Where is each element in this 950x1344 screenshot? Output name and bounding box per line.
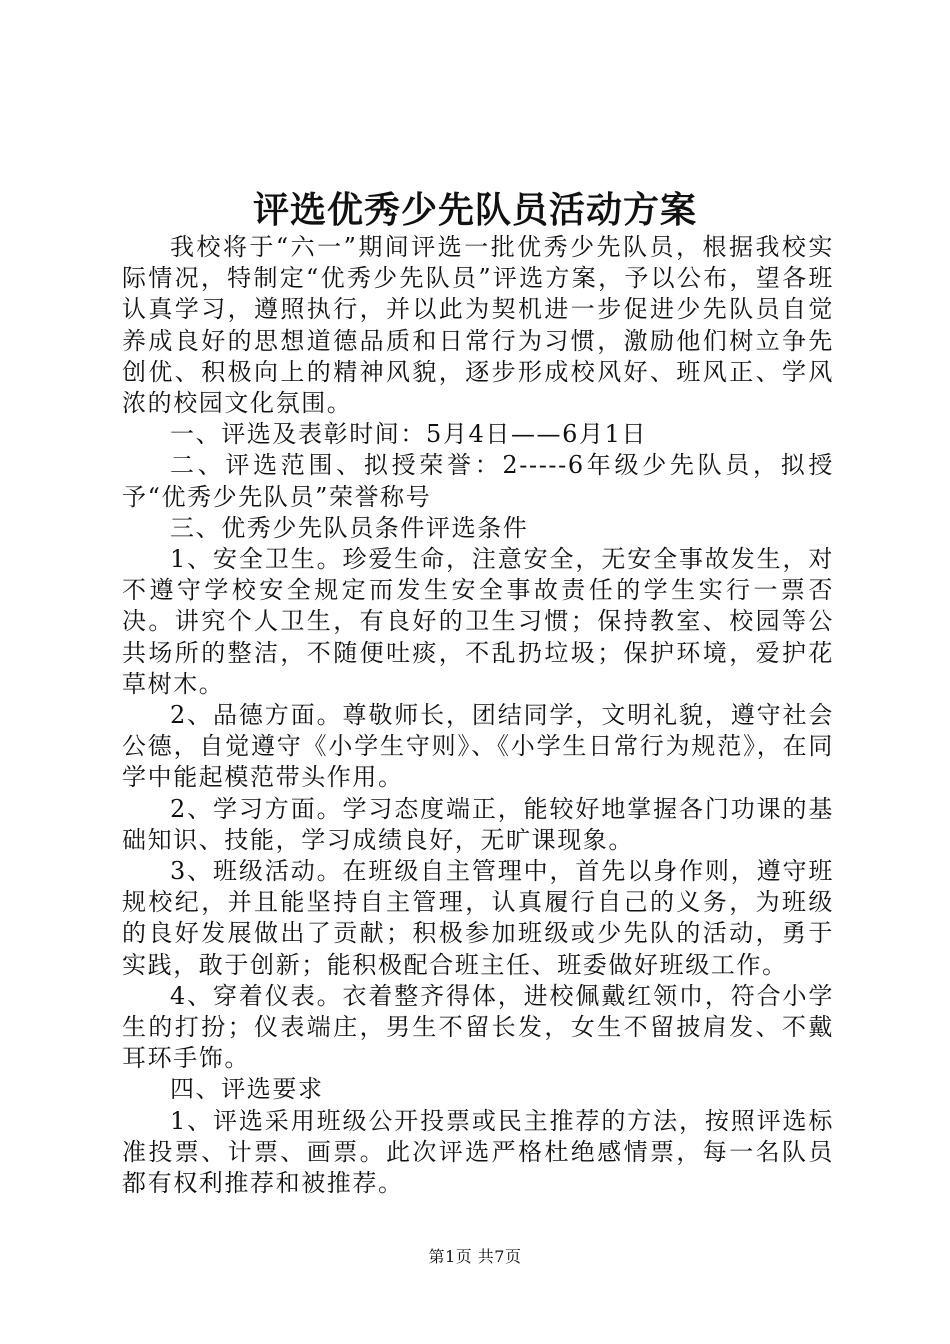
paragraph-criteria-morality: 2、品德方面。尊敬师长，团结同学，文明礼貌，遵守社会公德，自觉遵守《小学生守则》、《小学生日常行为规范》，在同学中能起模范带头作用。 [122,701,834,792]
paragraph-criteria-study: 2、学习方面。学习态度端正，能较好地掌握各门功课的基础知识、技能，学习成绩良好，无旷课现象。 [122,794,834,854]
paragraph-section-1: 一、评选及表彰时间：5月4日——6月1日 [170,420,648,449]
document-title: 评选优秀少先队员活动方案 [252,189,697,231]
paragraph-section-3: 三、优秀少先队员条件评选条件 [170,513,529,542]
paragraph-section-4: 四、评选要求 [170,1075,324,1104]
paragraph-criteria-class: 3、班级活动。在班级自主管理中，首先以身作则，遵守班规校纪，并且能坚持自主管理，认真履行自己的义务，为班级的良好发展做出了贡献；积极参加班级或少先队的活动，勇于实践，敢于创新；能积极配合班主任、班委做好班级工作。 [122,857,834,979]
document-body [122,232,834,1199]
paragraph-criteria-appearance: 4、穿着仪表。衣着整齐得体，进校佩戴红领巾，符合小学生的打扮；仪表端庄，男生不留长发，女生不留披肩发、不戴耳环手饰。 [122,981,834,1073]
paragraph-criteria-safety: 1、安全卫生。珍爱生命，注意安全，无安全事故发生，对不遵守学校安全规定而发生安全事故责任的学生实行一票否决。讲究个人卫生，有良好的卫生习惯；保持教室、校园等公共场所的整洁，不随便吐痰，不乱扔垃圾；保护环境，爱护花草树木。 [122,545,834,698]
paragraph-intro: 我校将于“六一”期间评选一批优秀少先队员，根据我校实际情况，特制定“优秀少先队员”评选方案，予以公布，望各班认真学习，遵照执行，并以此为契机进一步促进少先队员自觉养成良好的思想道德品质和日常行为习惯，激励他们树立争先创优、积极向上的精神风貌，逐步形成校风好、班风正、学风浓的校园文化氛围。 [122,233,834,418]
paragraph-section-2: 二、评选范围、拟授荣誉：2-----6年级少先队员，拟授予“优秀少先队员”荣誉称号 [122,451,834,511]
paragraph-requirement-1: 1、评选采用班级公开投票或民主推荐的方法，按照评选标准投票、计票、画票。此次评选严格杜绝感情票，每一名队员都有权利推荐和被推荐。 [122,1106,834,1198]
page-number: 第1页 共7页 [428,1247,522,1266]
